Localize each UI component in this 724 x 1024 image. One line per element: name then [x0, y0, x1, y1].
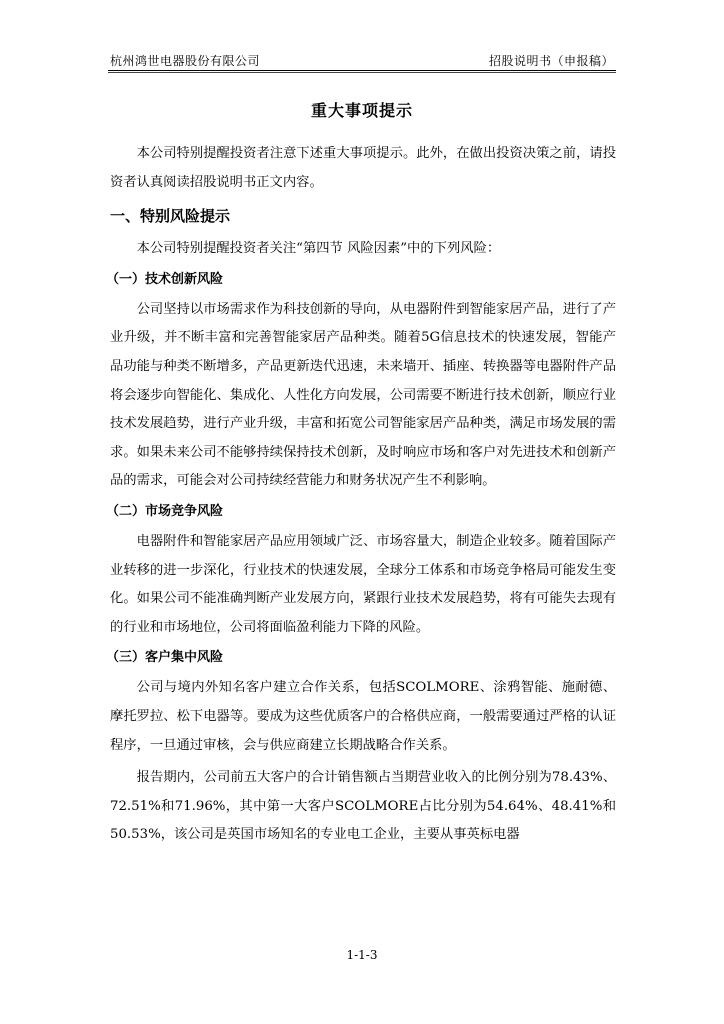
tech-risk-paragraph: 公司坚持以市场需求作为科技创新的导向，从电器附件到智能家居产品，进行了产业升级，并不断丰富和完善智能家居产品种类。随着5G信息技术的快速发展，智能产品功能与种类不断增多，产品更新迭代迅速，未来墙开、插座、转换器等电器附件产品将会逐步向智能化、集成化、人性化方向发展，公司需要不断进行技术创新，顺应行业技术发展趋势，进行产业升级，丰富和拓宽公司智能家居产品种类，满足市场发展的需求。如果未来公司不能够持续保持技术创新，及时响应市场和客户对先进技术和创新产品的需求，可能会对公司持续经营能力和财务状况产生不利影响。 — [110, 301, 616, 489]
header-divider — [108, 70, 616, 71]
section-heading-special-risks: 一、特别风险提示 — [110, 207, 231, 226]
subsection-heading-market-risk: （二）市场竞争风险 — [106, 503, 224, 519]
header-company-name: 杭州鸿世电器股份有限公司 — [110, 54, 261, 68]
subsection-heading-tech-risk: （一）技术创新风险 — [106, 271, 224, 287]
section-lead-paragraph: 本公司特别提醒投资者关注“第四节 风险因素”中的下列风险： — [136, 241, 501, 257]
subsection-heading-customer-risk: （三）客户集中风险 — [106, 650, 224, 666]
page-number: 1-1-3 — [346, 948, 378, 962]
market-risk-paragraph: 电器附件和智能家居产品应用领域广泛、市场容量大，制造企业较多。随着国际产业转移的进一步深化，行业技术的快速发展，全球分工体系和市场竞争格局可能发生变化。如果公司不能准确判断产业发展方向，紧跟行业技术发展趋势，将有可能失去现有的行业和市场地位，公司将面临盈利能力下降的风险。 — [110, 533, 616, 635]
header-divider-thin — [108, 72, 616, 73]
customer-risk-paragraph-2: 报告期内，公司前五大客户的合计销售额占当期营业收入的比例分别为78.43%、72.51%和71.96%，其中第一大客户SCOLMORE占比分别为54.64%、48.41%和 50.53%，该公司是英国市场知名的专业电工企业，主要从事英标电器 — [110, 770, 616, 843]
customer-risk-paragraph-1: 公司与境内外知名客户建立合作关系，包括SCOLMORE、涂鸦智能、施耐德、摩托罗拉、松下电器等。要成为这些优质客户的合格供应商，一般需要通过严格的认证程序，一旦通过审核，会与供应商建立长期战略合作关系。 — [110, 680, 616, 753]
document-body — [106, 140, 616, 850]
header-document-type: 招股说明书（申报稿） — [488, 54, 614, 68]
page-title: 重大事项提示 — [310, 101, 413, 120]
intro-paragraph: 本公司特别提醒投资者注意下述重大事项提示。此外，在做出投资决策之前，请投资者认真阅读招股说明书正文内容。 — [110, 146, 616, 190]
